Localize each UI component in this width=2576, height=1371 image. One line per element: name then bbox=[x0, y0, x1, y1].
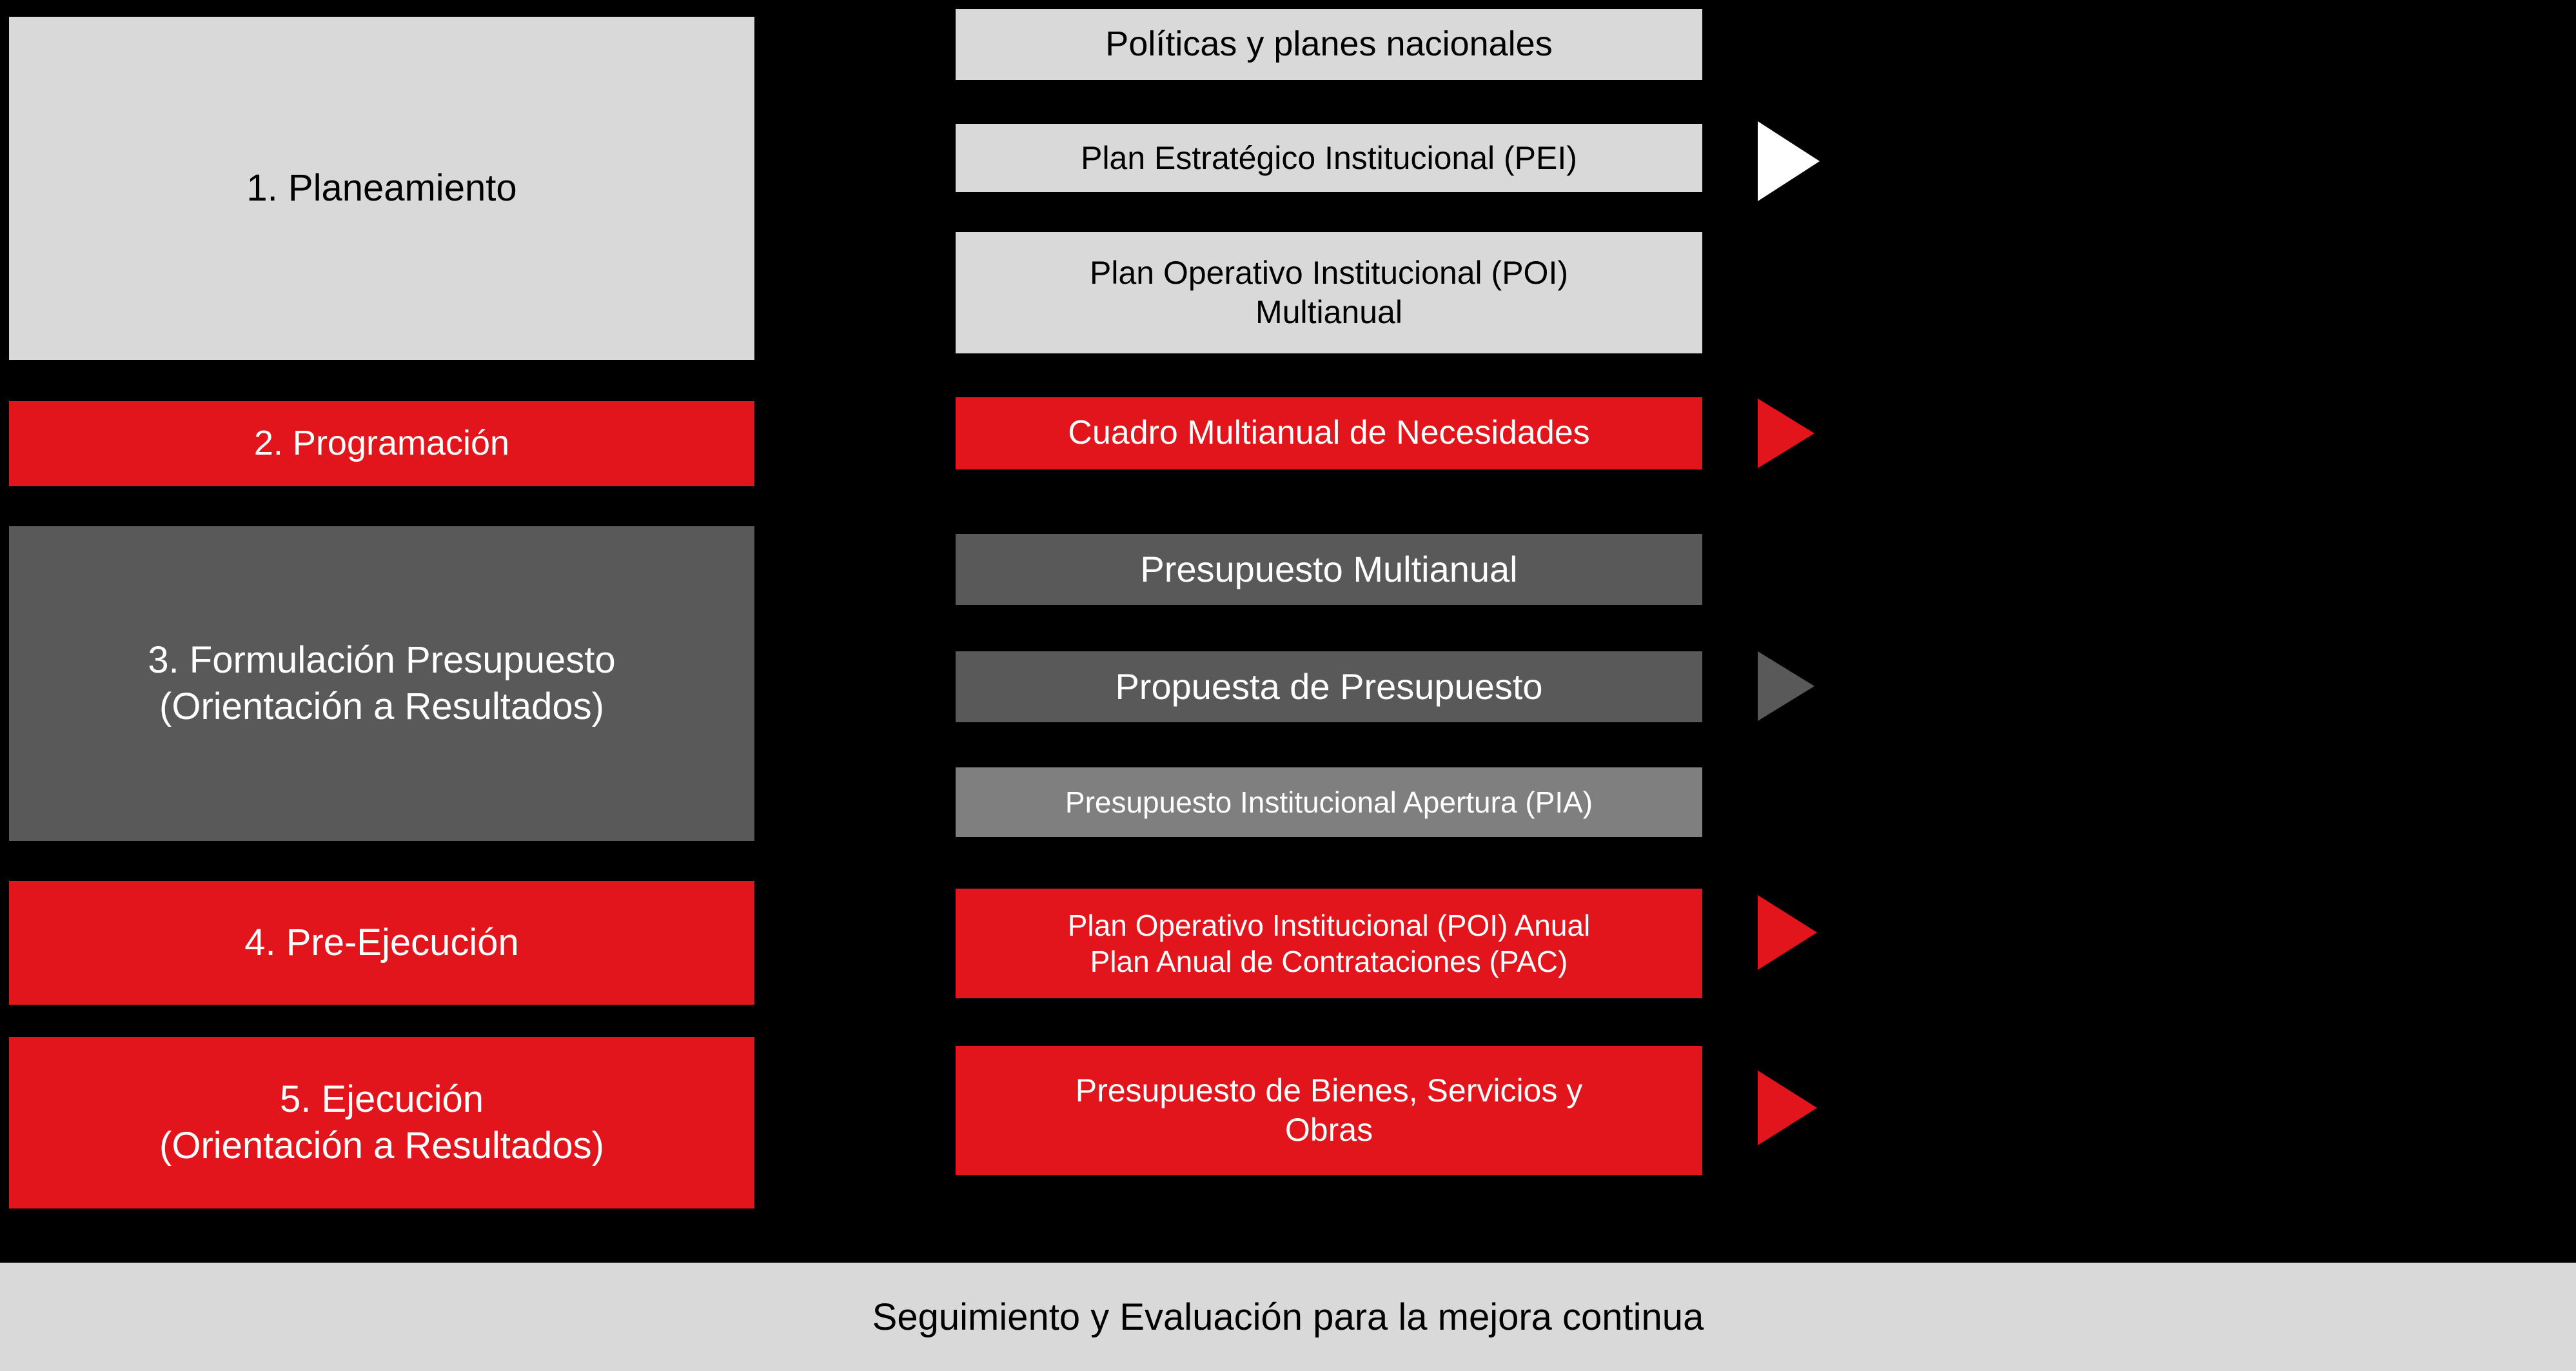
document-label: Cuadro Multianual de Necesidades bbox=[1068, 414, 1590, 452]
stage-label: 4. Pre-Ejecución bbox=[244, 921, 519, 963]
document-label: Presupuesto Multianual bbox=[1140, 548, 1518, 589]
document-label: Plan Estratégico Institucional (PEI) bbox=[1081, 139, 1577, 176]
footer-label: Seguimiento y Evaluación para la mejora continua bbox=[872, 1296, 1704, 1338]
arrow-right-icon-ejecucion bbox=[1758, 1070, 1817, 1145]
stage-box-pre-ejecucion[interactable] bbox=[9, 881, 754, 1005]
document-label-line2: Multianual bbox=[1255, 294, 1402, 330]
stage-box-planeamiento[interactable] bbox=[9, 17, 754, 360]
arrow-right-icon-pre-ejecucion bbox=[1758, 895, 1817, 970]
footer-bar-seguimiento bbox=[0, 1263, 2576, 1371]
document-label: Propuesta de Presupuesto bbox=[1115, 666, 1543, 707]
column-divider bbox=[754, 17, 762, 1208]
document-label-line1: Presupuesto de Bienes, Servicios y bbox=[1075, 1072, 1583, 1109]
arrow-right-icon-programacion bbox=[1758, 399, 1814, 468]
stage-box-formulacion[interactable] bbox=[9, 526, 754, 841]
document-label-line2: Obras bbox=[1284, 1112, 1373, 1148]
document-label: Presupuesto Institucional Apertura (PIA) bbox=[1065, 785, 1593, 819]
stage-label-line1: 3. Formulación Presupuesto bbox=[148, 638, 616, 681]
stage-label-line2: (Orientación a Resultados) bbox=[159, 1125, 604, 1167]
stage-label: 2. Programación bbox=[253, 424, 510, 463]
stage-box-ejecucion[interactable] bbox=[9, 1037, 754, 1208]
document-box-propuesta-presupuesto[interactable] bbox=[956, 651, 1702, 722]
document-box-poi-anual-pac[interactable] bbox=[956, 889, 1702, 998]
document-box-presupuesto-multianual[interactable] bbox=[956, 534, 1702, 605]
document-box-presupuesto-bienes[interactable] bbox=[956, 1046, 1702, 1175]
document-label-line1: Plan Operativo Institucional (POI) bbox=[1090, 255, 1568, 291]
stage-label: 1. Planeamiento bbox=[246, 166, 517, 209]
document-box-pei[interactable] bbox=[956, 124, 1702, 192]
document-box-pia[interactable] bbox=[956, 767, 1702, 837]
document-label-line1: Plan Operativo Institucional (POI) Anual bbox=[1067, 908, 1591, 942]
document-box-cuadro-multianual-necesidades[interactable] bbox=[956, 397, 1702, 469]
stage-box-programacion[interactable] bbox=[9, 401, 754, 486]
document-box-poi-multianual[interactable] bbox=[956, 232, 1702, 353]
document-label-line2: Plan Anual de Contrataciones (PAC) bbox=[1090, 945, 1568, 978]
stage-label-line1: 5. Ejecución bbox=[280, 1078, 484, 1120]
document-box-politicas[interactable] bbox=[956, 9, 1702, 80]
arrow-right-icon-formulacion bbox=[1758, 651, 1814, 721]
arrow-right-icon-planeamiento bbox=[1758, 121, 1820, 201]
stage-label-line2: (Orientación a Resultados) bbox=[159, 686, 604, 727]
document-label: Políticas y planes nacionales bbox=[1105, 25, 1553, 64]
